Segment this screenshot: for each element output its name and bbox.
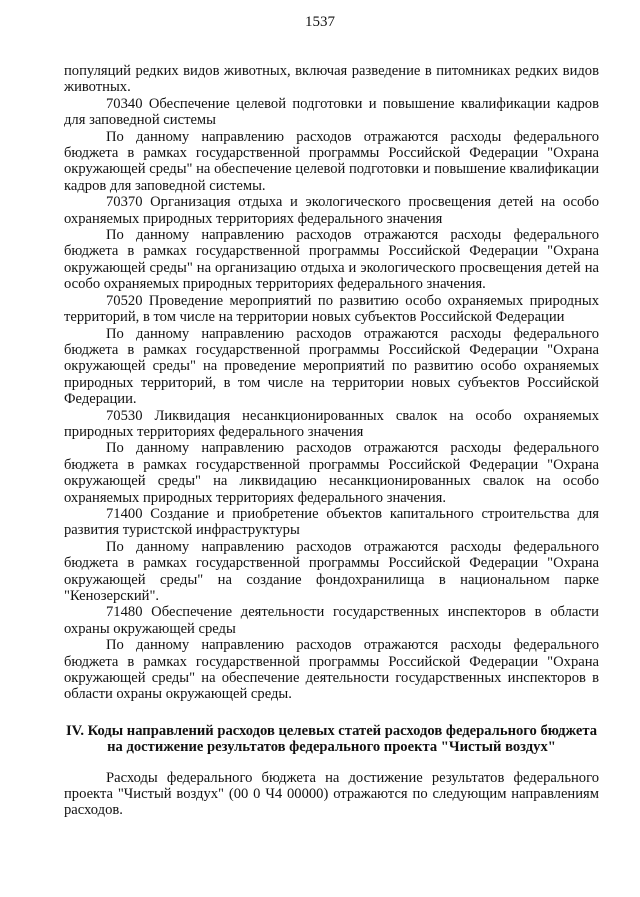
paragraph-70340-description: По данному направлению расходов отражаются расходы федерального бюджета в рамках государственной программы Российской Федерации "Охрана окружающей среды" на обеспечение целевой подготовки и повышение квалификации кадров для заповедной системы. [64,128,600,194]
code-heading-70530: 70530 Ликвидация несанкционированных свалок на особо охраняемых природных территориях федерального значения [64,407,599,440]
paragraph-71480-description: По данному направлению расходов отражаются расходы федерального бюджета в рамках государственной программы Российской Федерации "Охрана окружающей среды" на обеспечение деятельности государственных инспекторов в области охраны окружающей среды. [64,637,599,703]
code-heading-71400: 71400 Создание и приобретение объектов капитального строительства для развития туристской инфраструктуры [64,505,599,539]
code-heading-70520: 70520 Проведение мероприятий по развитию особо охраняемых природных территорий, в том числе на территории новых субъектов Российской Федерации [64,292,599,326]
section-title: IV. Коды направлений расходов целевых статей расходов федерального бюджета на достижение результатов федерального проекта "Чистый воздух" [66,722,598,756]
section-intro-paragraph: Расходы федерального бюджета на достижение результатов федерального проекта "Чистый воздух" (00 0 Ч4 00000) отражаются по следующим направлениям расходов. [64,769,599,819]
code-heading-70370: 70370 Организация отдыха и экологического просвещения детей на особо охраняемых природных территориях федерального значения [64,194,599,227]
code-heading-70340: 70340 Обеспечение целевой подготовки и повышение квалификации кадров для заповедной системы [64,95,599,129]
paragraph-70370-description: По данному направлению расходов отражаются расходы федерального бюджета в рамках государственной программы Российской Федерации "Охрана окружающей среды" на организацию отдыха и экологического просвещения детей на особо охраняемых природных территориях федерального значения. [64,227,599,293]
page-number: 1537 [305,14,335,30]
document-body [64,63,599,819]
paragraph-continuation: популяций редких видов животных, включая разведение в питомниках редких видов животных. [64,63,599,96]
code-heading-71480: 71480 Обеспечение деятельности государственных инспекторов в области охраны окружающей среды [64,604,599,637]
paragraph-70520-description: По данному направлению расходов отражаются расходы федерального бюджета в рамках государственной программы Российской Федерации "Охрана окружающей среды" на проведение мероприятий по развитию особо охраняемых природных территорий, в том числе на территории новых субъектов Российской Федерации. [64,325,599,408]
paragraph-70530-description: По данному направлению расходов отражаются расходы федерального бюджета в рамках государственной программы Российской Федерации "Охрана окружающей среды" на ликвидацию несанкционированных свалок на особо охраняемых природных территориях федерального значения. [64,440,599,506]
paragraph-71400-description: По данному направлению расходов отражаются расходы федерального бюджета в рамках государственной программы Российской Федерации "Охрана окружающей среды" на создание фондохранилища в национальном парке "Кенозерский". [64,538,599,604]
